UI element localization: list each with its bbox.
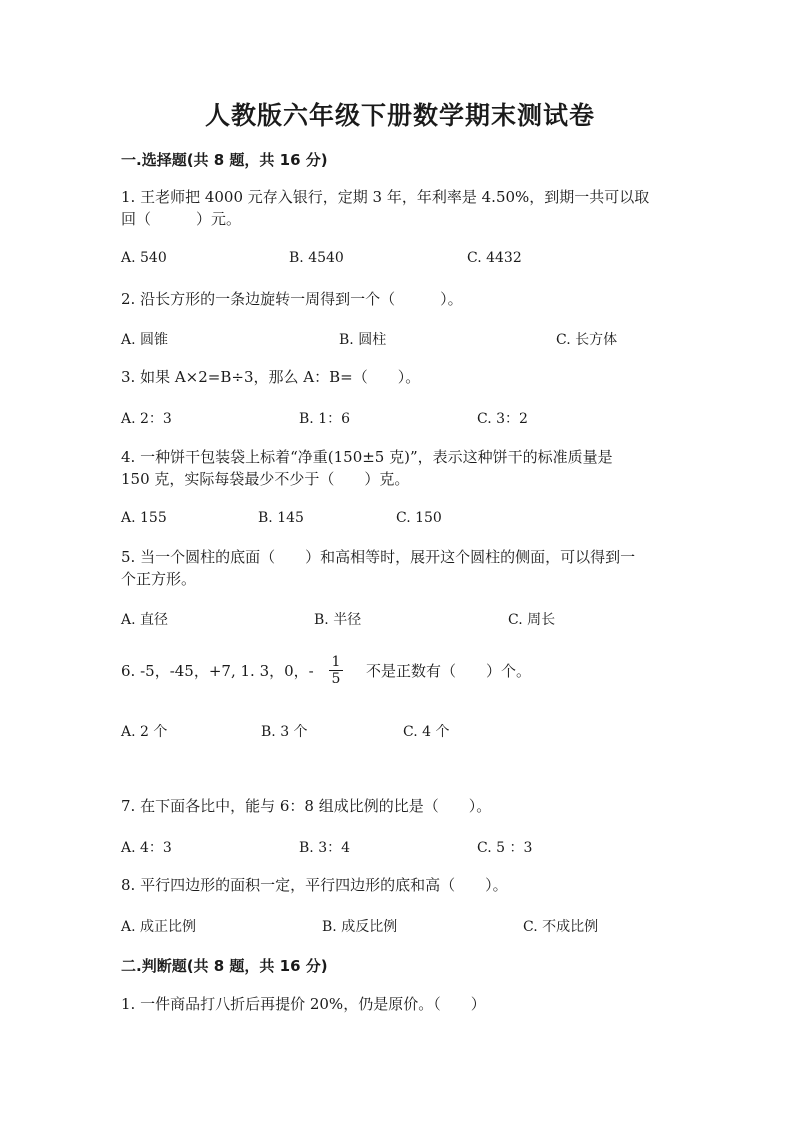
- question-5-line-1: 5. 当一个圆柱的底面（ ）和高相等时，展开这个圆柱的侧面，可以得到一: [121, 548, 636, 566]
- question-1-option-b: B. 4540: [289, 250, 344, 266]
- question-6-fraction: [329, 654, 343, 687]
- judgement-question-1: 1. 一件商品打八折后再提价 20%，仍是原价。（ ）: [121, 995, 486, 1013]
- fraction-numerator: 1: [329, 654, 343, 671]
- question-3-line-1: 3. 如果 A×2=B÷3，那么 A：B=（ ）。: [121, 368, 421, 386]
- question-4-line-2: 150 克，实际每袋最少不少于（ ）克。: [121, 470, 410, 488]
- section-heading-judgement: 二.判断题(共 8 题，共 16 分): [121, 957, 328, 975]
- question-6-option-a: A. 2 个: [121, 724, 168, 740]
- question-4-option-b: B. 145: [258, 510, 304, 526]
- question-4-option-a: A. 155: [121, 510, 167, 526]
- question-1-line-2: 回（ ）元。: [121, 210, 242, 228]
- question-8-option-a: A. 成正比例: [121, 919, 197, 935]
- question-5-option-c: C. 周长: [508, 612, 556, 628]
- question-1-option-c: C. 4432: [467, 250, 522, 266]
- question-3-option-a: A. 2：3: [121, 411, 172, 427]
- question-6-suffix: 不是正数有（ ）个。: [366, 662, 532, 680]
- page-title: 人教版六年级下册数学期末测试卷: [204, 101, 595, 130]
- fraction-denominator: 5: [331, 671, 341, 687]
- question-5-line-2: 个正方形。: [121, 570, 197, 588]
- question-2-option-b: B. 圆柱: [339, 332, 387, 348]
- question-4-line-1: 4. 一种饼干包装袋上标着“净重(150±5 克)”，表示这种饼干的标准质量是: [121, 448, 613, 466]
- question-8-option-c: C. 不成比例: [523, 919, 599, 935]
- question-5-option-b: B. 半径: [314, 612, 362, 628]
- question-1-line-1: 1. 王老师把 4000 元存入银行，定期 3 年，年利率是 4.50%，到期一共可以取: [121, 188, 650, 206]
- question-5-option-a: A. 直径: [121, 612, 169, 628]
- question-4-option-c: C. 150: [396, 510, 442, 526]
- question-2-option-a: A. 圆锥: [121, 332, 169, 348]
- question-1-option-a: A. 540: [121, 250, 167, 266]
- question-3-option-c: C. 3：2: [477, 411, 528, 427]
- question-6-option-c: C. 4 个: [403, 724, 450, 740]
- question-2-option-c: C. 长方体: [556, 332, 618, 348]
- section-heading-choice: 一.选择题(共 8 题，共 16 分): [121, 151, 328, 169]
- question-6-line-1: 6. -5，-45，+7, 1. 3，0，-: [121, 662, 314, 680]
- question-6-option-b: B. 3 个: [261, 724, 308, 740]
- question-2-line-1: 2. 沿长方形的一条边旋转一周得到一个（ ）。: [121, 290, 463, 308]
- question-7-option-a: A. 4：3: [121, 840, 172, 856]
- question-8-line-1: 8. 平行四边形的面积一定，平行四边形的底和高（ ）。: [121, 876, 508, 894]
- question-7-option-c: C. 5 ：3: [477, 840, 533, 856]
- question-7-option-b: B. 3：4: [299, 840, 351, 856]
- question-8-option-b: B. 成反比例: [322, 919, 398, 935]
- question-7-line-1: 7. 在下面各比中，能与 6：8 组成比例的比是（ ）。: [121, 797, 492, 815]
- question-3-option-b: B. 1：6: [299, 411, 351, 427]
